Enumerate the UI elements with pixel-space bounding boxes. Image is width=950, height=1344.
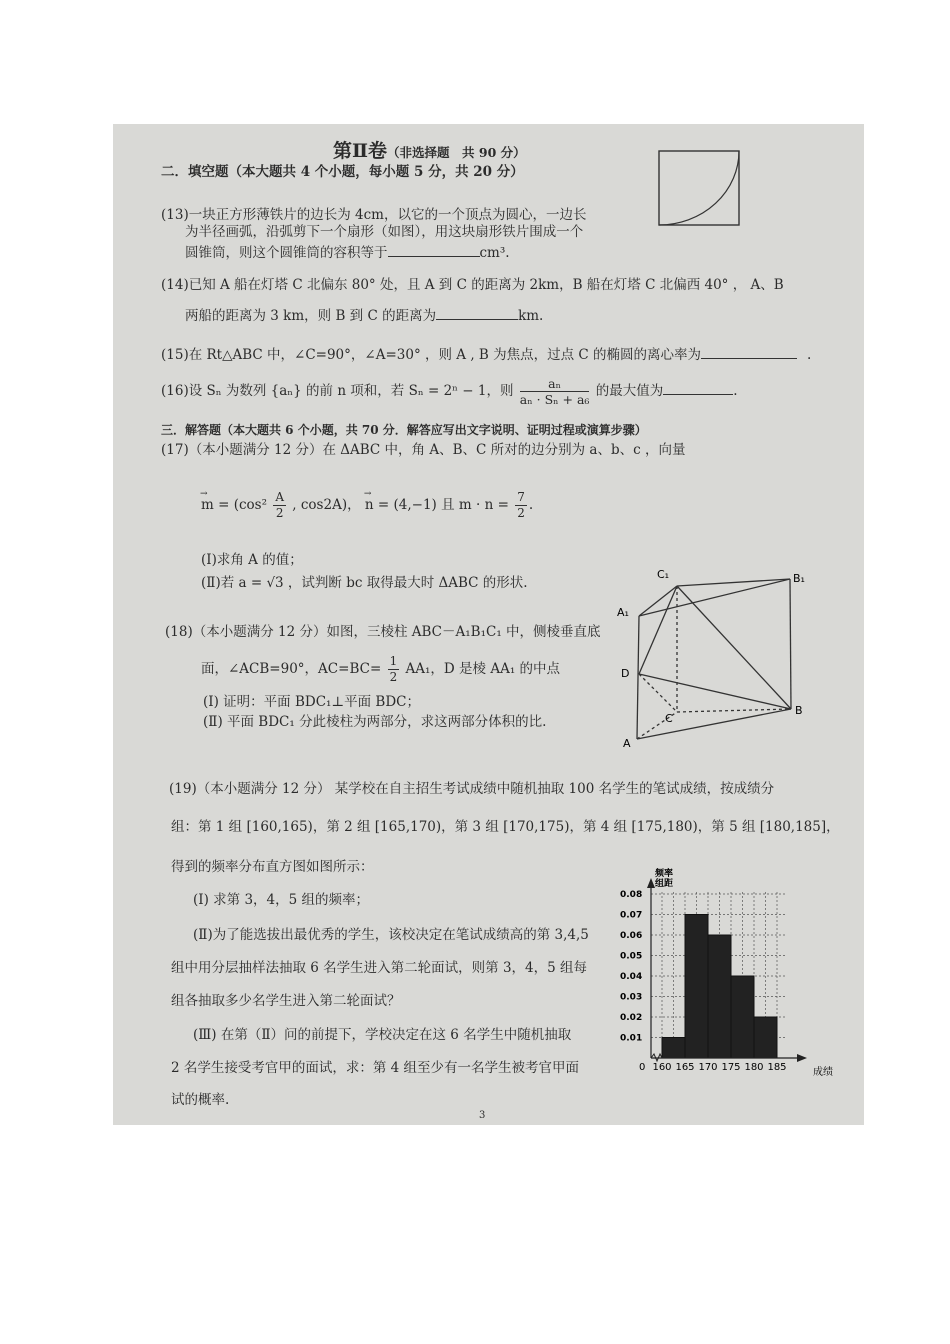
page-title: 第Ⅱ卷（非选择题 共 90 分）	[333, 140, 526, 162]
y-axis-label-top: 频率	[655, 869, 674, 879]
q16: (16)设 Sₙ 为数列 {aₙ} 的前 n 项和，若 Sₙ = 2ⁿ − 1，则 $\frac{\text{aₙ}}{\text{aₙ · Sₙ + a₆}}$ 的最大值为 .	[161, 376, 738, 407]
q18-line2: 面，∠ACB=90°，AC=BC= $\frac{1}{2}$ AA₁，D 是棱 AA₁ 的中点	[201, 654, 561, 684]
scanned-page	[113, 124, 864, 1125]
page-number: 3	[479, 1110, 486, 1121]
y-tick-label: 0.02	[620, 1013, 643, 1023]
answer-heading: 三．解答题（本大题共 6 个小题，共 70 分．解答应写出文字说明、证明过程或演算步骤）	[161, 423, 647, 437]
q19-line1: (19)（本小题满分 12 分） 某学校在自主招生考试成绩中随机抽取 100 名学生的笔试成绩，按成绩分	[169, 781, 775, 797]
x-tick-label: 180	[744, 1062, 764, 1073]
q17-part2: (Ⅱ)若 a = √3 ，试判断 bc 取得最大时 ΔABC 的形状.	[201, 575, 528, 591]
q13-line1: (13)一块正方形薄铁片的边长为 4cm，以它的一个顶点为圆心，一边长	[161, 207, 587, 223]
histogram-bar	[708, 935, 731, 1058]
q19-part2-c: 组各抽取多少名学生进入第二轮面试？	[171, 993, 401, 1009]
label-a: A	[623, 737, 631, 749]
q19-part2-b: 组中用分层抽样法抽取 6 名学生进入第二轮面试，则第 3，4，5 组每	[171, 960, 588, 976]
fill-blank-heading: 二．填空题（本大题共 4 个小题，每小题 5 分，共 20 分）	[161, 164, 524, 180]
q18-part1: (Ⅰ) 证明：平面 BDC₁⊥平面 BDC；	[203, 694, 420, 710]
q15: (15)在 Rt△ABC 中，∠C=90°，∠A=30° ，则 A , B 为焦点，过点 C 的椭圆的离心率为 .	[161, 347, 812, 363]
q13-line2: 为半径画弧，沿弧剪下一个扇形（如图），用这块扇形铁片围成一个	[185, 224, 584, 240]
x-tick-label: 165	[675, 1062, 695, 1073]
q19-part2-a: (Ⅱ)为了能选拔出最优秀的学生，该校决定在笔试成绩高的第 3,4,5	[193, 927, 589, 943]
x-axis-label: 成绩	[813, 1067, 833, 1078]
q19-part3-a: (Ⅲ) 在第（Ⅱ）问的前提下，学校决定在这 6 名学生中随机抽取	[193, 1027, 572, 1043]
sector-figure	[657, 149, 743, 229]
histogram-bar	[685, 915, 708, 1059]
x-tick-label: 160	[652, 1062, 672, 1073]
histogram-bar	[662, 1038, 685, 1059]
q19-line2: 组：第 1 组 [160,165)，第 2 组 [165,170)，第 3 组 [170,175)，第 4 组 [175,180)，第 5 组 [180,185]，	[171, 819, 840, 835]
x-tick-label: 170	[698, 1062, 718, 1073]
label-d: D	[621, 667, 630, 680]
y-tick-label: 0.04	[620, 972, 643, 982]
q18-part2: (Ⅱ) 平面 BDC₁ 分此棱柱为两部分，求这两部分体积的比.	[203, 714, 547, 730]
label-c: C	[665, 712, 673, 725]
histogram-bar	[754, 1017, 777, 1058]
q13-line3: 圆锥筒，则这个圆锥筒的容积等于 cm³.	[185, 245, 510, 261]
label-c1: C₁	[657, 568, 670, 581]
x-tick-label: 185	[767, 1062, 787, 1073]
histogram-bar	[731, 976, 754, 1058]
q19-part1: (Ⅰ) 求第 3，4，5 组的频率；	[193, 892, 370, 908]
q17-vectors: → m = (cos² $\frac{A}{2}$ , cos2A)， → n = (4,−1) 且 m · n = $\frac{7}{2}$ .	[201, 490, 533, 521]
q14-line1: (14)已知 A 船在灯塔 C 北偏东 80° 处，且 A 到 C 的距离为 2km，B 船在灯塔 C 北偏西 40° ， A、B	[161, 277, 784, 293]
y-tick-label: 0.06	[620, 931, 643, 941]
y-axis-label-bottom: 组距	[655, 879, 674, 889]
frequency-histogram	[619, 864, 834, 1079]
y-tick-label: 0.05	[620, 951, 643, 962]
label-b: B	[795, 704, 803, 717]
y-tick-label: 0.07	[620, 910, 643, 921]
y-tick-label: 0.03	[620, 992, 643, 1003]
y-tick-label: 0.08	[620, 890, 643, 900]
q19-line3: 得到的频率分布直方图如图所示：	[171, 859, 374, 875]
label-a1: A₁	[617, 606, 629, 619]
prism-figure	[615, 564, 815, 749]
q17-line1: (17)（本小题满分 12 分）在 ΔABC 中，角 A、B、C 所对的边分别为 a、b、c ，向量	[161, 442, 686, 458]
q17-part1: (Ⅰ)求角 A 的值；	[201, 552, 303, 568]
q14-line2: 两船的距离为 3 km，则 B 到 C 的距离为 km.	[185, 308, 544, 324]
origin-label: 0	[639, 1062, 646, 1073]
y-tick-label: 0.01	[620, 1033, 643, 1044]
q18-line1: (18)（本小题满分 12 分）如图，三棱柱 ABC－A₁B₁C₁ 中，侧棱垂直底	[165, 624, 601, 640]
x-tick-label: 175	[721, 1062, 741, 1073]
q19-part3-c: 试的概率.	[171, 1092, 230, 1108]
q19-part3-b: 2 名学生接受考官甲的面试，求：第 4 组至少有一名学生被考官甲面	[171, 1060, 580, 1076]
label-b1: B₁	[793, 572, 805, 585]
